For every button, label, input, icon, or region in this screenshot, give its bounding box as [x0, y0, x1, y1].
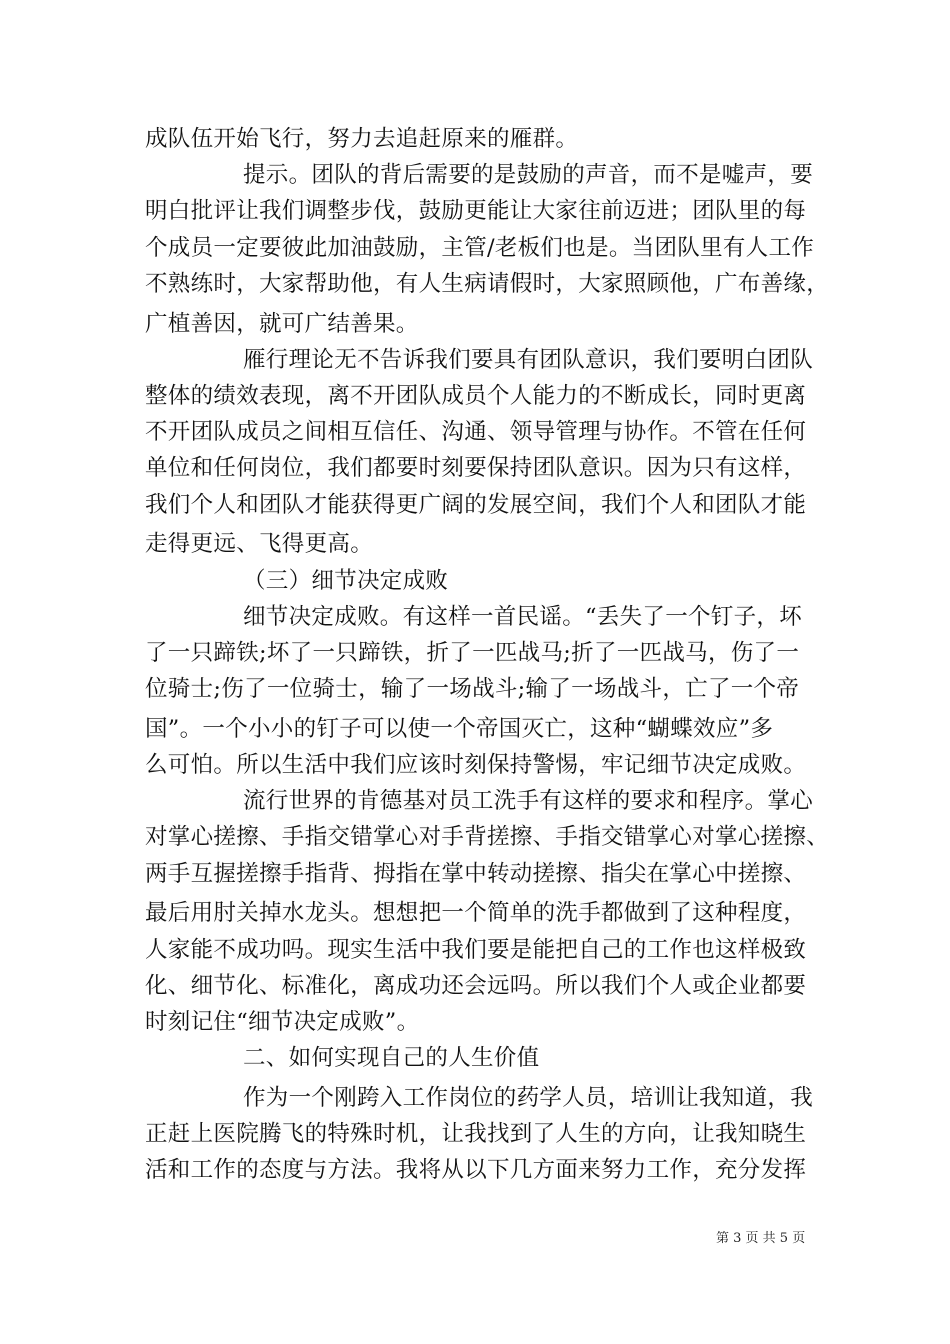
- paragraph-start-line: 作为一个刚跨入工作岗位的药学人员，培训让我知道，我: [243, 1085, 814, 1111]
- text-line: 时刻记住“细节决定成败”。: [145, 1009, 420, 1035]
- paragraph-start-line: 雁行理论无不告诉我们要具有团队意识，我们要明白团队: [243, 347, 814, 373]
- text-line: 成队伍开始飞行，努力去追赶原来的雁群。: [145, 126, 579, 152]
- text-line: 么可怕。所以生活中我们应该时刻保持警惕，牢记细节决定成败。: [145, 752, 807, 778]
- text-line: 单位和任何岗位，我们都要时刻要保持团队意识。因为只有这样，: [145, 455, 807, 481]
- text-line: 不开团队成员之间相互信任、沟通、领导管理与协作。不管在任何: [145, 419, 807, 445]
- text-line: 广植善因，就可广结善果。: [145, 311, 419, 337]
- section-heading: （三）细节决定成败: [243, 568, 449, 594]
- text-line: 不熟练时，大家帮助他，有人生病请假时，大家照顾他，广布善缘，: [145, 271, 830, 297]
- paragraph-start-line: 提示。团队的背后需要的是鼓励的声音，而不是嘘声，要: [243, 162, 814, 188]
- text-line: 了一只蹄铁;坏了一只蹄铁，折了一匹战马;折了一匹战马，伤了一: [145, 640, 800, 666]
- text-line: 国”。一个小小的钉子可以使一个帝国灭亡，这种“蝴蝶效应”多: [145, 716, 774, 742]
- text-line: 我们个人和团队才能获得更广阔的发展空间，我们个人和团队才能: [145, 492, 807, 518]
- text-line: 活和工作的态度与方法。我将从以下几方面来努力工作，充分发挥: [145, 1157, 807, 1183]
- text-line: 走得更远、飞得更高。: [145, 531, 374, 557]
- page-number-footer: 第 3 页 共 5 页: [716, 1231, 806, 1246]
- text-line: 人家能不成功吗。现实生活中我们要是能把自己的工作也这样极致: [145, 937, 807, 963]
- text-line: 明白批评让我们调整步伐，鼓励更能让大家往前迈进；团队里的每: [145, 198, 807, 224]
- paragraph-start-line: 细节决定成败。有这样一首民谣。“丢失了一个钉子，坏: [243, 604, 803, 630]
- text-line: 个成员一定要彼此加油鼓励，主管/老板们也是。当团队里有人工作: [145, 235, 815, 261]
- text-line: 两手互握搓擦手指背、拇指在掌中转动搓擦、指尖在掌心中搓擦、: [145, 861, 807, 887]
- text-line: 整体的绩效表现，离不开团队成员个人能力的不断成长，同时更离: [145, 383, 807, 409]
- text-line: 位骑士;伤了一位骑士，输了一场战斗;输了一场战斗，亡了一个帝: [145, 676, 800, 702]
- text-line: 最后用肘关掉水龙头。想想把一个简单的洗手都做到了这种程度，: [145, 900, 807, 926]
- section-heading: 二、如何实现自己的人生价值: [243, 1045, 540, 1071]
- paragraph-start-line: 流行世界的肯德基对员工洗手有这样的要求和程序。掌心: [243, 788, 814, 814]
- text-line: 正赶上医院腾飞的特殊时机，让我找到了人生的方向，让我知晓生: [145, 1121, 807, 1147]
- text-line: 化、细节化、标准化，离成功还会远吗。所以我们个人或企业都要: [145, 973, 807, 999]
- text-line: 对掌心搓擦、手指交错掌心对手背搓擦、手指交错掌心对掌心搓擦、: [145, 824, 830, 850]
